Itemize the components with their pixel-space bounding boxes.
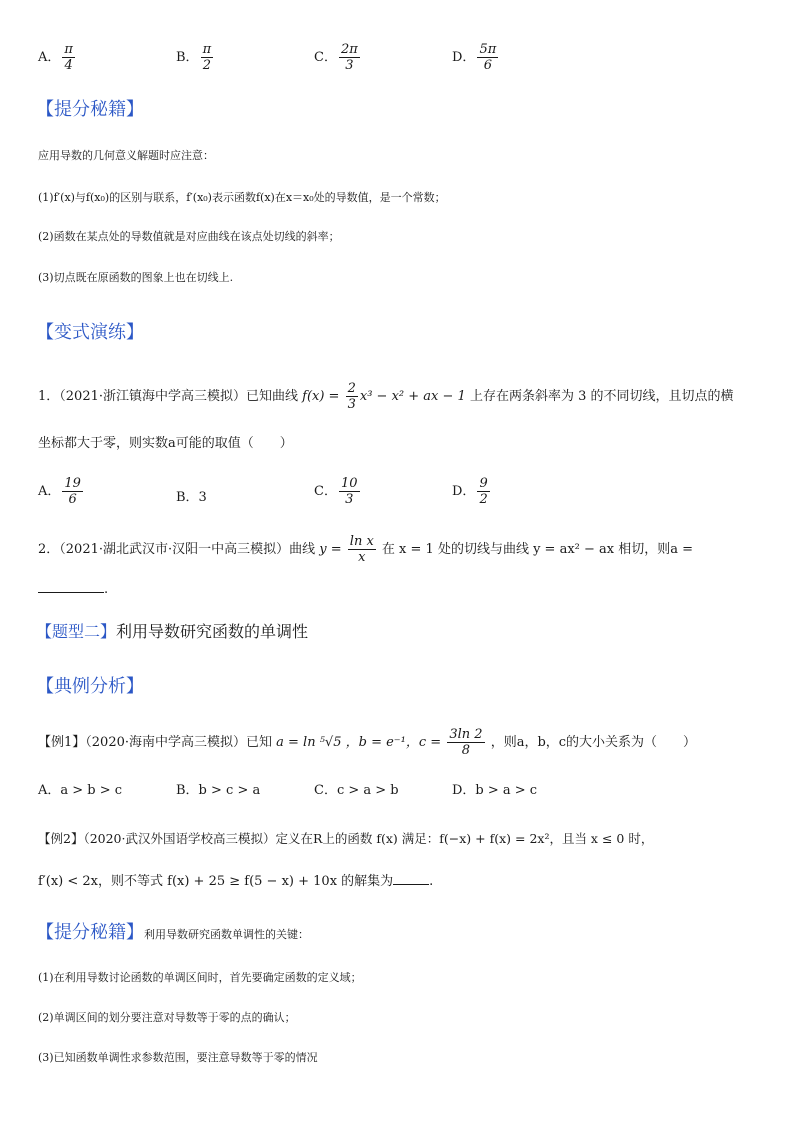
q0-option-b <box>176 42 215 73</box>
frac-num: π <box>64 42 73 57</box>
option-label: C． <box>314 50 337 65</box>
option-label: B． <box>176 50 199 65</box>
frac-den: 2 <box>202 58 211 73</box>
option-fraction <box>62 476 83 507</box>
practice-heading: 【变式演练】 <box>36 322 144 343</box>
q0-option-c <box>314 42 362 73</box>
q2-answer-blank[interactable] <box>38 580 104 593</box>
option-label: A． <box>38 484 61 499</box>
ex1-b-part: ，b = e⁻¹，c = <box>345 735 442 750</box>
q2-prefix: 2．（2021·湖北武汉市·汉阳一中高三模拟）曲线 <box>38 542 316 557</box>
frac-den: 8 <box>461 743 471 758</box>
ex2-answer-blank[interactable] <box>393 872 429 885</box>
tips1-heading: 【提分秘籍】 <box>36 99 144 120</box>
frac-num: 10 <box>340 476 358 491</box>
tips2-title-suffix: 利用导数研究函数单调性的关键： <box>144 928 309 941</box>
type2-heading <box>36 619 308 642</box>
ex1-fraction <box>447 727 484 758</box>
frac-num: 5π <box>479 42 497 57</box>
ex2-text: f′(x) < 2x，则不等式 f(x) + 25 ≥ f(5 − x) + 10x 的解集为 <box>38 874 394 889</box>
ex1-a-part: a = ln ⁵√5 <box>276 735 342 750</box>
example-2-line1: 【例2】（2020·武汉外国语学校高三模拟）定义在R上的函数 f(x) 满足：f(−x) + f(x) = 2x²，且当 x ≤ 0 时， <box>38 831 654 846</box>
tips1-item-2: (2)函数在某点处的导数值就是对应曲线在该点处切线的斜率； <box>38 230 340 243</box>
option-fraction <box>339 42 360 73</box>
q1-formula-rest: x³ − x² + ax − 1 <box>359 389 466 404</box>
q1-suffix: 上存在两条斜率为 3 的不同切线，且切点的横 <box>469 389 734 404</box>
q1-fraction <box>346 381 358 412</box>
option-label: A． <box>38 50 61 65</box>
frac-den: 6 <box>68 492 77 507</box>
frac-den: 4 <box>64 58 73 73</box>
q0-option-d <box>452 42 500 73</box>
option-fraction <box>339 476 360 507</box>
frac-den: 3 <box>345 58 354 73</box>
q2-lhs: y = <box>319 542 342 557</box>
practice-q2-line2 <box>38 580 108 600</box>
example-1-line <box>38 727 696 758</box>
q2-fraction <box>348 534 376 565</box>
q2-mid: 在 x = 1 处的切线与曲线 y = ax² − ax 相切，则a = <box>381 542 694 557</box>
q0-option-a <box>38 42 77 73</box>
option-fraction <box>477 476 489 507</box>
ex1-option-b: B．b > c > a <box>176 783 261 798</box>
tips2-item-1: (1)在利用导数讨论函数的单调区间时，首先要确定函数的定义域； <box>38 971 362 984</box>
q2-end: . <box>104 582 109 597</box>
frac-den: 2 <box>479 492 488 507</box>
frac-num: ln x <box>349 534 374 549</box>
practice-q1-line1 <box>38 381 733 412</box>
frac-num: 3ln 2 <box>449 727 483 742</box>
q1-prefix: 1．（2021·浙江镇海中学高三模拟）已知曲线 <box>38 389 298 404</box>
frac-num: 19 <box>64 476 81 491</box>
tips2-item-3: (3)已知函数单调性求参数范围，要注意导数等于零的情况 <box>38 1051 318 1064</box>
frac-num: π <box>202 42 212 57</box>
frac-num: 2 <box>347 381 356 396</box>
option-label: D． <box>452 50 476 65</box>
tips1-intro: 应用导数的几何意义解题时应注意： <box>38 149 214 162</box>
example-2-line2 <box>38 872 433 892</box>
q1-option-c <box>314 476 362 507</box>
q1-option-b: B．3 <box>176 490 207 505</box>
example-heading: 【典例分析】 <box>36 676 144 697</box>
option-fraction <box>201 42 214 73</box>
ex1-option-d: D．b > a > c <box>452 783 538 798</box>
ex1-prefix: 【例1】（2020·海南中学高三模拟）已知 <box>38 735 272 750</box>
frac-den: 3 <box>347 397 356 412</box>
type2-text: 利用导数研究函数的单调性 <box>116 622 309 641</box>
tips2-heading <box>36 918 309 944</box>
frac-num: 2π <box>340 42 358 57</box>
ex1-option-c: C．c > a > b <box>314 783 399 798</box>
frac-den: 6 <box>483 58 492 73</box>
frac-den: x <box>358 550 366 565</box>
q1-option-a <box>38 476 85 507</box>
q1-option-d <box>452 476 492 507</box>
tips1-item-1: (1)f′(x)与f(x₀)的区别与联系，f′(x₀)表示函数f(x)在x＝x₀处的导数值，是一个常数； <box>38 191 446 204</box>
option-fraction <box>62 42 75 73</box>
type2-bracket: 【题型二】 <box>36 622 117 641</box>
tips2-title: 【提分秘籍】 <box>36 922 144 943</box>
ex1-option-a: A．a > b > c <box>38 783 123 798</box>
option-label: D． <box>452 484 476 499</box>
ex1-suffix: ，则a，b，c的大小关系为（ ） <box>490 735 697 750</box>
tips2-item-2: (2)单调区间的划分要注意对导数等于零的点的确认； <box>38 1011 296 1024</box>
tips1-item-3: (3)切点既在原函数的图象上也在切线上. <box>38 271 234 284</box>
ex2-end: . <box>429 874 434 889</box>
option-fraction <box>477 42 498 73</box>
option-label: C． <box>314 484 337 499</box>
practice-q1-line2: 坐标都大于零，则实数a可能的取值（ ） <box>38 436 293 451</box>
q1-formula-lhs: f(x) = <box>302 389 340 404</box>
frac-den: 3 <box>345 492 354 507</box>
practice-q2-line1 <box>38 534 693 565</box>
frac-num: 9 <box>479 476 488 491</box>
